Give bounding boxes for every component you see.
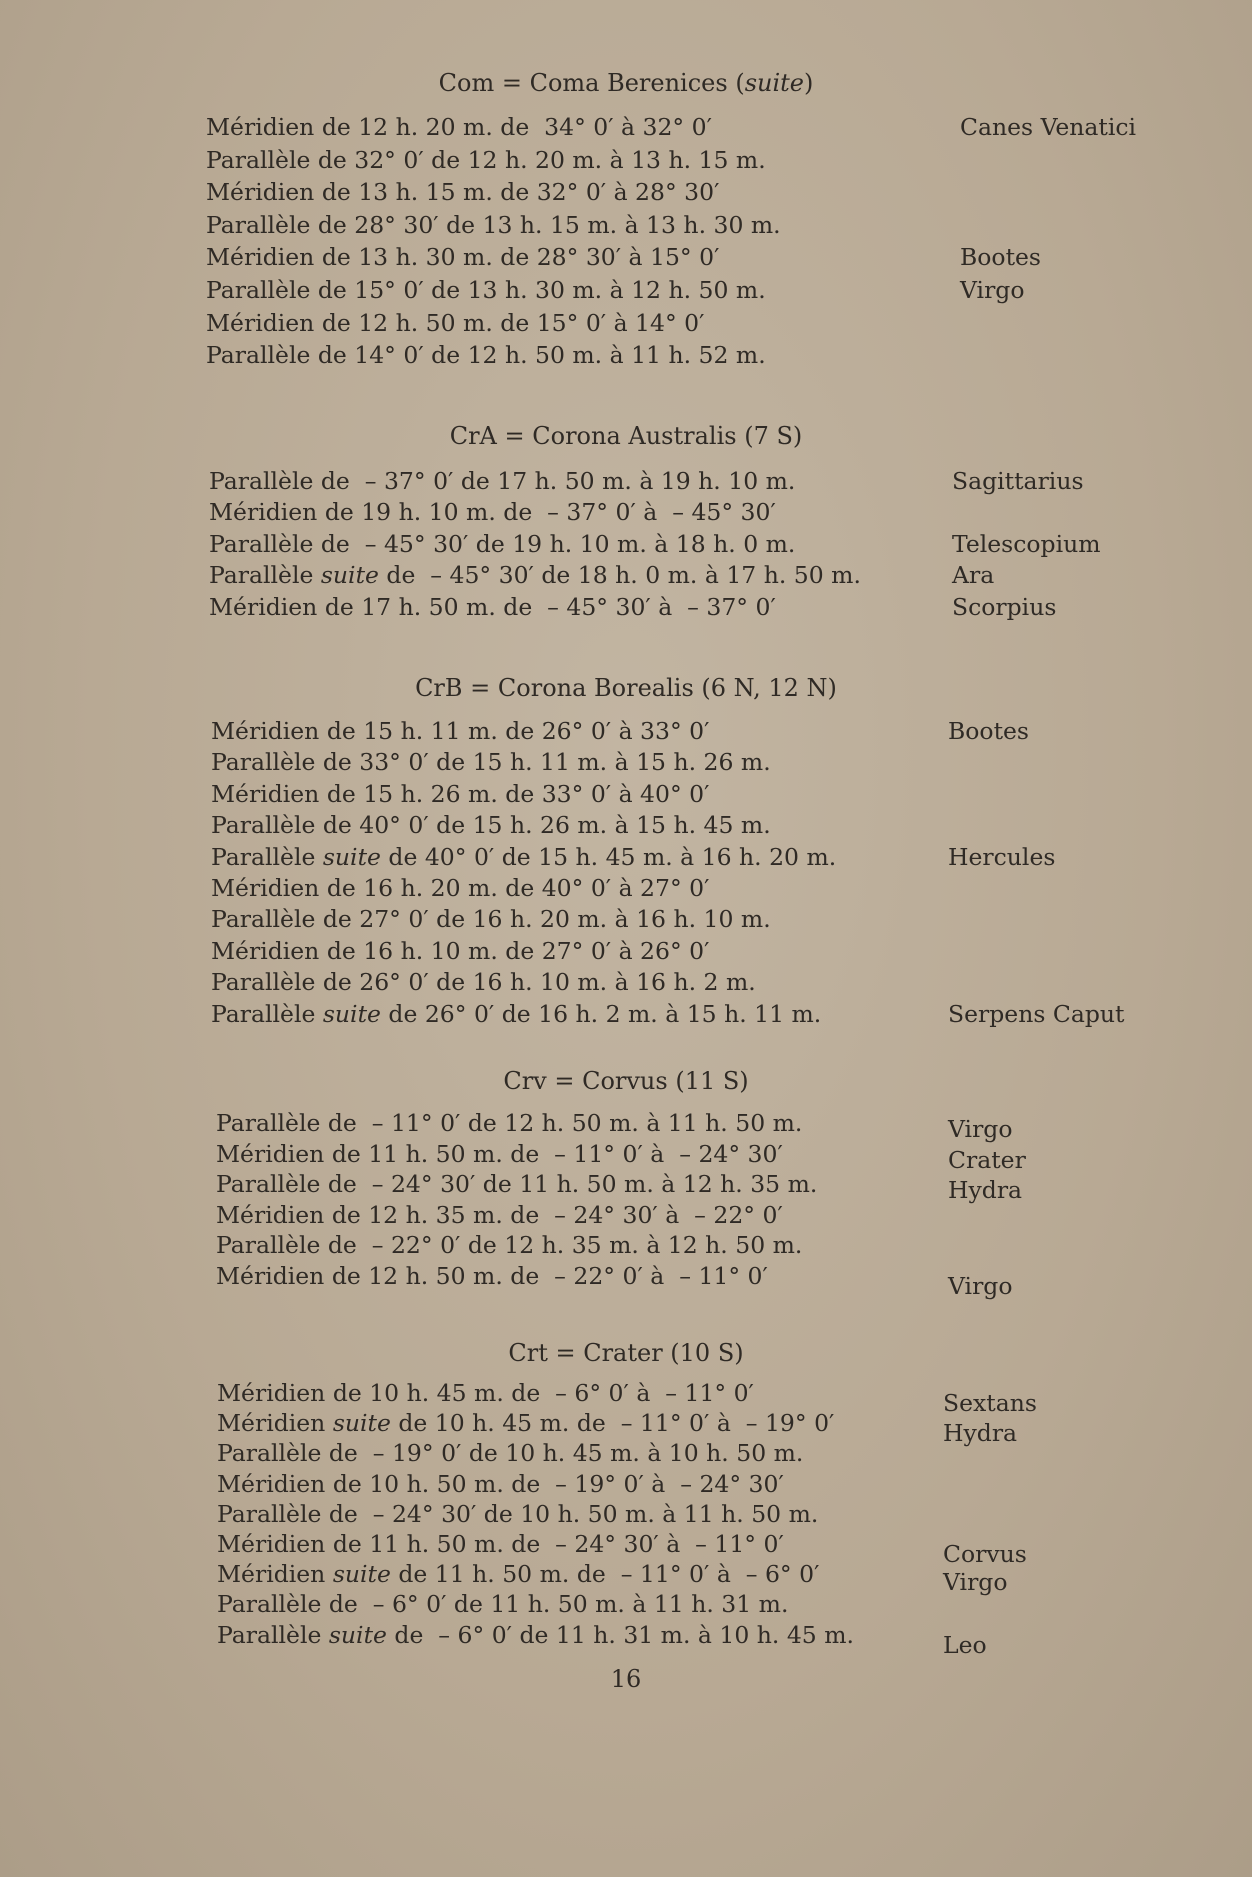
section-heading (0, 673, 1252, 703)
boundary-row (206, 275, 766, 306)
suite-marker: suite (322, 1000, 381, 1028)
boundary-type: Parallèle (217, 1590, 322, 1618)
neighbor-constellation: Hydra (948, 1176, 1023, 1204)
neighbor-constellation: Canes Venatici (960, 113, 1137, 141)
boundary-coordinates: de 40° 0′ de 15 h. 45 m. à 16 h. 20 m. (388, 843, 837, 871)
boundary-row (217, 1620, 854, 1651)
boundary-row (217, 1529, 784, 1560)
boundary-row (211, 904, 771, 935)
boundary-row (216, 1108, 802, 1139)
neighbor-constellation: Hydra (943, 1419, 1018, 1447)
neighbor-constellation: Ara (952, 561, 995, 589)
boundary-row (216, 1261, 768, 1292)
boundary-coordinates: de 12 h. 20 m. de 34° 0′ à 32° 0′ (321, 113, 712, 141)
boundary-row (211, 999, 821, 1030)
boundary-row (211, 936, 709, 967)
suite-marker: suite (332, 1409, 391, 1437)
boundary-type: Méridien (211, 717, 320, 745)
boundary-coordinates: de 10 h. 50 m. de – 19° 0′ à – 24° 30′ (332, 1470, 784, 1498)
boundary-type: Parallèle (209, 561, 314, 589)
boundary-coordinates: de 17 h. 50 m. de – 45° 30′ à – 37° 0′ (324, 593, 776, 621)
boundary-coordinates: de – 45° 30′ de 19 h. 10 m. à 18 h. 0 m. (320, 530, 796, 558)
section-heading (0, 1066, 1252, 1096)
boundary-type: Méridien (217, 1470, 326, 1498)
boundary-row (216, 1169, 817, 1200)
boundary-row (211, 810, 771, 841)
neighbor-constellation: Serpens Caput (948, 1000, 1125, 1028)
boundary-row (209, 560, 861, 591)
boundary-row (216, 1139, 783, 1170)
boundary-type: Parallèle (211, 968, 316, 996)
boundary-row (206, 308, 704, 339)
heading-text: Crv = Corvus (11 S) (503, 1067, 749, 1095)
heading-text: CrB = Corona Borealis (6 N, 12 N) (415, 674, 837, 702)
heading-suffix: ) (803, 69, 814, 97)
boundary-type: Méridien (217, 1530, 326, 1558)
boundary-row (217, 1589, 788, 1620)
neighbor-constellation: Virgo (960, 276, 1025, 304)
boundary-row (217, 1499, 818, 1530)
boundary-coordinates: de 13 h. 30 m. de 28° 30′ à 15° 0′ (321, 243, 720, 271)
heading-italic: suite (744, 69, 804, 97)
boundary-type: Méridien (206, 309, 315, 337)
boundary-type: Parallèle (209, 530, 314, 558)
boundary-coordinates: de – 45° 30′ de 18 h. 0 m. à 17 h. 50 m. (386, 561, 861, 589)
section-heading (0, 421, 1252, 451)
boundary-type: Méridien (211, 780, 320, 808)
suite-marker: suite (332, 1560, 391, 1588)
boundary-coordinates: de 15 h. 11 m. de 26° 0′ à 33° 0′ (326, 717, 710, 745)
boundary-row (211, 967, 756, 998)
boundary-row (211, 779, 709, 810)
boundary-coordinates: de – 22° 0′ de 12 h. 35 m. à 12 h. 50 m. (327, 1231, 803, 1259)
boundary-coordinates: de 40° 0′ de 15 h. 26 m. à 15 h. 45 m. (322, 811, 771, 839)
heading-text: Com = Coma Berenices ( (438, 69, 745, 97)
boundary-type: Parallèle (209, 467, 314, 495)
boundary-type: Méridien (211, 937, 320, 965)
boundary-row (206, 112, 712, 143)
boundary-row (206, 340, 766, 371)
boundary-coordinates: de 14° 0′ de 12 h. 50 m. à 11 h. 52 m. (317, 341, 766, 369)
boundary-coordinates: de 13 h. 15 m. de 32° 0′ à 28° 30′ (321, 178, 720, 206)
boundary-type: Parallèle (216, 1170, 321, 1198)
boundary-type: Parallèle (216, 1109, 321, 1137)
boundary-row (217, 1438, 803, 1469)
boundary-type: Méridien (216, 1262, 325, 1290)
boundary-coordinates: de 12 h. 50 m. de – 22° 0′ à – 11° 0′ (331, 1262, 768, 1290)
boundary-type: Parallèle (217, 1500, 322, 1528)
neighbor-constellation: Leo (943, 1631, 987, 1659)
boundary-row (217, 1378, 754, 1409)
boundary-type: Méridien (216, 1201, 325, 1229)
boundary-row (209, 466, 795, 497)
boundary-coordinates: de 33° 0′ de 15 h. 11 m. à 15 h. 26 m. (322, 748, 771, 776)
boundary-type: Méridien (209, 593, 318, 621)
boundary-coordinates: de – 19° 0′ de 10 h. 45 m. à 10 h. 50 m. (328, 1439, 804, 1467)
boundary-type: Parallèle (217, 1621, 322, 1649)
boundary-type: Parallèle (206, 146, 311, 174)
boundary-row (209, 592, 776, 623)
boundary-coordinates: de 12 h. 50 m. de 15° 0′ à 14° 0′ (321, 309, 705, 337)
boundary-coordinates: de 28° 30′ de 13 h. 15 m. à 13 h. 30 m. (317, 211, 781, 239)
boundary-type: Parallèle (216, 1231, 321, 1259)
boundary-row (211, 747, 771, 778)
boundary-coordinates: de – 24° 30′ de 11 h. 50 m. à 12 h. 35 m. (327, 1170, 818, 1198)
boundary-type: Parallèle (206, 341, 311, 369)
boundary-coordinates: de 15° 0′ de 13 h. 30 m. à 12 h. 50 m. (317, 276, 766, 304)
boundary-row (206, 210, 781, 241)
suite-marker: suite (320, 561, 379, 589)
boundary-type: Parallèle (206, 211, 311, 239)
boundary-row (206, 177, 719, 208)
neighbor-constellation: Bootes (948, 717, 1029, 745)
boundary-type: Méridien (206, 243, 315, 271)
neighbor-constellation: Telescopium (952, 530, 1101, 558)
boundary-type: Parallèle (217, 1439, 322, 1467)
boundary-type: Méridien (217, 1409, 326, 1437)
boundary-type: Méridien (209, 498, 318, 526)
boundary-type: Parallèle (211, 1000, 316, 1028)
boundary-type: Méridien (211, 874, 320, 902)
neighbor-constellation: Sagittarius (952, 467, 1084, 495)
boundary-coordinates: de 16 h. 20 m. de 40° 0′ à 27° 0′ (326, 874, 710, 902)
boundary-row (211, 873, 709, 904)
boundary-row (217, 1469, 784, 1500)
boundary-row (217, 1559, 819, 1590)
boundary-row (211, 842, 836, 873)
boundary-row (216, 1230, 802, 1261)
boundary-coordinates: de – 6° 0′ de 11 h. 31 m. à 10 h. 45 m. (394, 1621, 854, 1649)
boundary-coordinates: de 26° 0′ de 16 h. 10 m. à 16 h. 2 m. (322, 968, 756, 996)
boundary-coordinates: de – 24° 30′ de 10 h. 50 m. à 11 h. 50 m. (328, 1500, 819, 1528)
section-heading (0, 68, 1252, 98)
boundary-coordinates: de 26° 0′ de 16 h. 2 m. à 15 h. 11 m. (388, 1000, 822, 1028)
boundary-row (206, 145, 766, 176)
boundary-coordinates: de 27° 0′ de 16 h. 20 m. à 16 h. 10 m. (322, 905, 771, 933)
neighbor-constellation: Corvus (943, 1540, 1027, 1568)
boundary-type: Méridien (217, 1560, 326, 1588)
neighbor-constellation: Virgo (948, 1115, 1013, 1143)
heading-text: CrA = Corona Australis (7 S) (449, 422, 803, 450)
boundary-type: Parallèle (211, 811, 316, 839)
boundary-row (206, 242, 719, 273)
boundary-coordinates: de – 6° 0′ de 11 h. 50 m. à 11 h. 31 m. (328, 1590, 789, 1618)
neighbor-constellation: Crater (948, 1146, 1026, 1174)
boundary-coordinates: de 12 h. 35 m. de – 24° 30′ à – 22° 0′ (331, 1201, 783, 1229)
neighbor-constellation: Hercules (948, 843, 1056, 871)
boundary-row (211, 716, 709, 747)
boundary-coordinates: de 11 h. 50 m. de – 11° 0′ à – 24° 30′ (331, 1140, 783, 1168)
boundary-coordinates: de 11 h. 50 m. de – 11° 0′ à – 6° 0′ (398, 1560, 820, 1588)
boundary-row (216, 1200, 783, 1231)
boundary-type: Parallèle (211, 843, 316, 871)
neighbor-constellation: Virgo (948, 1272, 1013, 1300)
boundary-type: Méridien (217, 1379, 326, 1407)
neighbor-constellation: Sextans (943, 1389, 1037, 1417)
neighbor-constellation: Virgo (943, 1568, 1008, 1596)
boundary-type: Parallèle (211, 905, 316, 933)
boundary-row (217, 1408, 834, 1439)
boundary-coordinates: de 10 h. 45 m. de – 11° 0′ à – 19° 0′ (398, 1409, 835, 1437)
boundary-coordinates: de 11 h. 50 m. de – 24° 30′ à – 11° 0′ (332, 1530, 784, 1558)
boundary-type: Méridien (216, 1140, 325, 1168)
boundary-type: Parallèle (211, 748, 316, 776)
boundary-type: Parallèle (206, 276, 311, 304)
boundary-type: Méridien (206, 113, 315, 141)
boundary-coordinates: de – 11° 0′ de 12 h. 50 m. à 11 h. 50 m. (327, 1109, 803, 1137)
boundary-coordinates: de 15 h. 26 m. de 33° 0′ à 40° 0′ (326, 780, 710, 808)
boundary-row (209, 497, 776, 528)
boundary-coordinates: de 32° 0′ de 12 h. 20 m. à 13 h. 15 m. (317, 146, 766, 174)
suite-marker: suite (328, 1621, 387, 1649)
boundary-coordinates: de 10 h. 45 m. de – 6° 0′ à – 11° 0′ (332, 1379, 754, 1407)
heading-text: Crt = Crater (10 S) (508, 1339, 744, 1367)
neighbor-constellation: Bootes (960, 243, 1041, 271)
suite-marker: suite (322, 843, 381, 871)
neighbor-constellation: Scorpius (952, 593, 1057, 621)
boundary-coordinates: de 19 h. 10 m. de – 37° 0′ à – 45° 30′ (324, 498, 776, 526)
section-heading (0, 1338, 1252, 1368)
boundary-row (209, 529, 795, 560)
page-number: 16 (610, 1665, 642, 1693)
boundary-type: Méridien (206, 178, 315, 206)
boundary-coordinates: de – 37° 0′ de 17 h. 50 m. à 19 h. 10 m. (320, 467, 796, 495)
boundary-coordinates: de 16 h. 10 m. de 27° 0′ à 26° 0′ (326, 937, 710, 965)
